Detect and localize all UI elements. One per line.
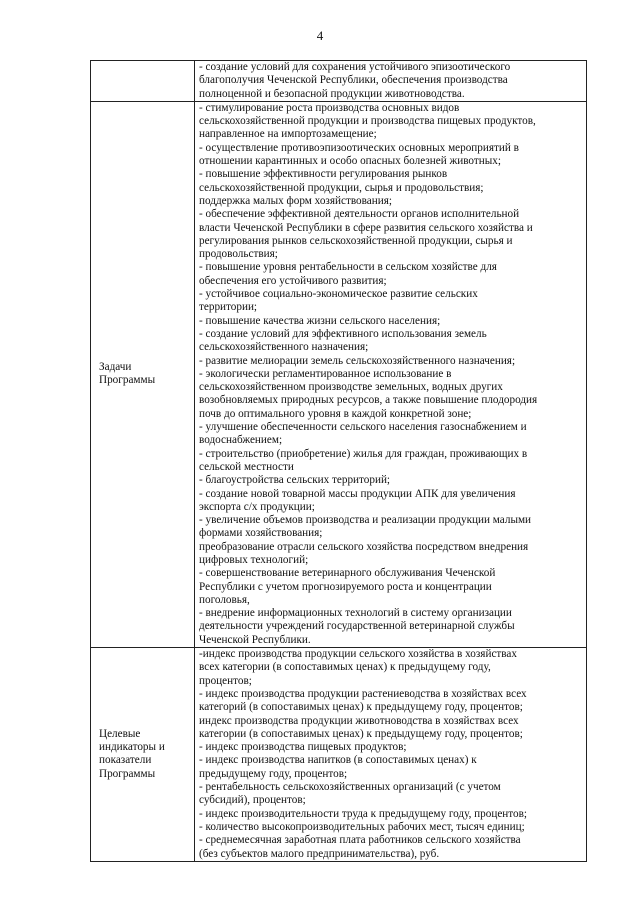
content-line: - индекс производительности труда к предыдущему году, процентов; (199, 807, 528, 820)
content-line: Республики с учетом прогнозируемого роста и концентрации (199, 580, 492, 593)
content-line: территории; (199, 301, 258, 314)
content-line: регулирования рынков сельскохозяйственной продукции, сырья и (199, 234, 513, 247)
content-line: - индекс производства продукции растениеводства в хозяйствах всех (199, 687, 527, 700)
content-line: - рентабельность сельскохозяйственных организаций (с учетом (199, 781, 501, 794)
content-line: поддержка малых форм хозяйствования; (199, 194, 392, 207)
row-label: Целевые (99, 727, 141, 740)
content-line: благополучия Чеченской Республики, обеспечения производства (199, 74, 508, 87)
content-line: - повышение качества жизни сельского населения; (199, 314, 441, 327)
content-line: полноценной и безопасной продукции животноводства. (199, 87, 465, 100)
content-line: - повышение эффективности регулирования рынков (199, 168, 448, 181)
content-line: - развитие мелиорации земель сельскохозяйственного назначения; (199, 354, 516, 367)
content-line: категорий (в сопоставимых ценах) к предыдущему году, процентов; (199, 701, 523, 714)
row-label-cell (91, 61, 195, 102)
content-line: предыдущему году, процентов; (199, 767, 348, 780)
content-line: - индекс производства пищевых продуктов; (199, 741, 407, 754)
content-line: - стимулирование роста производства основных видов (199, 101, 460, 114)
row-content-cell (195, 101, 587, 647)
content-line: поголовья, (199, 593, 250, 606)
content-line: - создание условий для сохранения устойчивого эпизоотического (199, 61, 511, 73)
content-line: сельской местности (199, 460, 294, 473)
content-line: деятельности учреждений государственной ветеринарной службы (199, 620, 515, 633)
content-line: власти Чеченской Республики в сфере развития сельского хозяйства и (199, 221, 533, 234)
content-line: сельскохозяйственном производстве земельных, водных других (199, 381, 503, 394)
row-label-cell (91, 648, 195, 862)
row-label: Программы (99, 374, 156, 387)
page-number: 4 (316, 28, 324, 43)
program-passport-table (90, 60, 587, 862)
content-line: продовольствия; (199, 248, 278, 261)
content-line: водоснабжением; (199, 434, 283, 447)
content-line: сельскохозяйственного назначения; (199, 341, 369, 354)
row-label-cell (91, 101, 195, 647)
content-line: формами хозяйствования; (199, 527, 323, 540)
content-line: цифровых технологий; (199, 553, 309, 566)
content-line: - осуществление противоэпизоотических основных мероприятий в (199, 141, 519, 154)
row-content-cell (195, 648, 587, 862)
content-line: обеспечения его устойчивого развития; (199, 274, 387, 287)
content-line: - совершенствование ветеринарного обслуживания Чеченской (199, 567, 496, 580)
content-line: сельскохозяйственной продукции и производства пищевых продуктов, (199, 115, 536, 128)
content-line: экспорта с/х продукции; (199, 500, 315, 513)
content-line: - создание условий для эффективного использования земель (199, 327, 487, 340)
row-label: Программы (99, 767, 156, 780)
content-line: индекс производства продукции животноводства в хозяйствах всех (199, 714, 519, 727)
row-label: показатели (99, 754, 152, 767)
content-line: отношении карантинных и особо опасных болезней животных; (199, 155, 501, 168)
content-line: направленное на импортозамещение; (199, 128, 377, 141)
content-line: - строительство (приобретение) жилья для граждан, проживающих в (199, 447, 528, 460)
content-line: - индекс производства напитков (в сопоставимых ценах) к (199, 754, 477, 767)
table-row (91, 648, 587, 862)
content-line: возобновляемых природных ресурсов, а также повышение плодородия (199, 394, 538, 407)
content-line: - внедрение информационных технологий в систему организации (199, 607, 512, 620)
content-line: процентов; (199, 674, 252, 687)
table-row (91, 101, 587, 647)
content-line: - количество высокопроизводительных рабочих мест, тысяч единиц; (199, 820, 525, 833)
content-line: - увеличение объемов производства и реализации продукции малыми (199, 514, 532, 527)
content-line: всех категории (в сопоставимых ценах) к предыдущему году, (199, 661, 491, 674)
content-line: - обеспечение эффективной деятельности органов исполнительной (199, 208, 520, 221)
content-line: почв до оптимального уровня в каждой конкретной зоне; (199, 407, 472, 420)
content-line: - экологически регламентированное использование в (199, 367, 452, 380)
content-line: -индекс производства продукции сельского хозяйства в хозяйствах (199, 648, 517, 661)
table-row (91, 61, 587, 102)
content-line: - среднемесячная заработная плата работников сельского хозяйства (199, 834, 521, 847)
content-line: категории (в сопоставимых ценах) к предыдущему году, процентов; (199, 727, 523, 740)
content-line: субсидий), процентов; (199, 794, 306, 807)
content-line: - благоустройства сельских территорий; (199, 474, 391, 487)
content-line: - улучшение обеспеченности сельского населения газоснабжением и (199, 421, 527, 434)
row-content-cell (195, 61, 587, 102)
content-line: - повышение уровня рентабельности в сельском хозяйстве для (199, 261, 497, 274)
content-line: Чеченской Республики. (199, 633, 311, 646)
row-label: индикаторы и (99, 741, 165, 754)
content-line: - создание новой товарной массы продукции АПК для увеличения (199, 487, 516, 500)
content-line: сельскохозяйственной продукции, сырья и продовольствия; (199, 181, 484, 194)
content-line: - устойчивое социально-экономическое развитие сельских (199, 288, 478, 301)
content-line: (без субъектов малого предпринимательства), руб. (199, 847, 440, 860)
row-label: Задачи (99, 361, 132, 374)
content-line: преобразование отрасли сельского хозяйства посредством внедрения (199, 540, 529, 553)
